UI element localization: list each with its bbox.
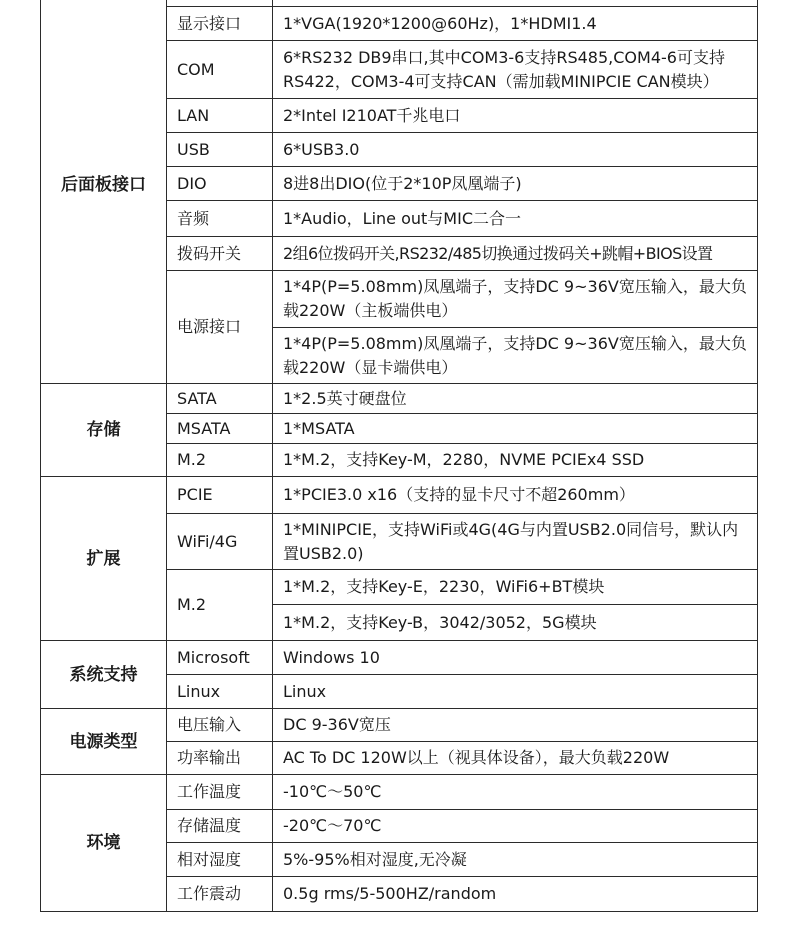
spec-value: 1*M.2，支持Key-E，2230，WiFi6+BT模块: [273, 570, 758, 605]
spec-value: 1*MINIPCIE，支持WiFi或4G(4G与内置USB2.0同信号，默认内置USB2.0): [273, 514, 758, 570]
spec-name-item-0: 工作温度: [167, 775, 273, 810]
spec-name-wifi-4g: WiFi/4G: [167, 514, 273, 570]
section-category: 环境: [41, 775, 167, 912]
spec-value: 1*MSATA: [273, 414, 758, 444]
spec-value: AC To DC 120W以上（视具体设备），最大负载220W: [273, 742, 758, 775]
spec-table-body: [41, 0, 758, 912]
spec-value: 1*PCIE3.0 x16（支持的显卡尺寸不超260mm）: [273, 477, 758, 514]
spec-value: DC 9-36V宽压: [273, 709, 758, 742]
spec-name-dio: DIO: [167, 167, 273, 201]
spec-name-item-3: 工作震动: [167, 877, 273, 912]
section-category: 存储: [41, 384, 167, 477]
spec-name-com: COM: [167, 41, 273, 99]
spec-name-item-1: 存储温度: [167, 810, 273, 843]
spec-value: Linux: [273, 675, 758, 709]
spec-value: 2组6位拨码开关,RS232/485切换通过拨码关+跳帽+BIOS设置: [273, 237, 758, 271]
spec-name-sata: SATA: [167, 384, 273, 414]
spec-name-m-2: M.2: [167, 570, 273, 641]
spec-row: [41, 477, 758, 514]
spec-name-usb: USB: [167, 133, 273, 167]
spec-row: [41, 775, 758, 810]
spec-value: -20℃～70℃: [273, 810, 758, 843]
spec-name-msata: MSATA: [167, 414, 273, 444]
spec-value: 8进8出DIO(位于2*10P凤凰端子): [273, 167, 758, 201]
spec-name-lan: LAN: [167, 99, 273, 133]
spec-value: 1*Audio，Line out与MIC二合一: [273, 201, 758, 237]
spec-value: 1*VGA(1920*1200@60Hz)，1*HDMI1.4: [273, 7, 758, 41]
spec-name-item-1: 显示接口: [167, 7, 273, 41]
spec-value: 6*USB3.0: [273, 133, 758, 167]
spec-value: 1*4P(P=5.08mm)凤凰端子，支持DC 9~36V宽压输入，最大负载220W（主板端供电）: [273, 271, 758, 328]
spec-value: 1*M.2，支持Key-M，2280，NVME PCIEx4 SSD: [273, 444, 758, 477]
section-category: 扩展: [41, 477, 167, 641]
spec-name-item-2: 相对湿度: [167, 843, 273, 877]
spec-name-pcie: PCIE: [167, 477, 273, 514]
spec-row: [41, 641, 758, 675]
spec-name-m-2: M.2: [167, 444, 273, 477]
spec-row: [41, 709, 758, 742]
spec-value: Windows 10: [273, 641, 758, 675]
spec-name-microsoft: Microsoft: [167, 641, 273, 675]
spec-name-item-8: 电源接口: [167, 271, 273, 384]
spec-name-item-7: 拨码开关: [167, 237, 273, 271]
spec-value: 1*M.2，支持Key-B，3042/3052，5G模块: [273, 605, 758, 641]
spec-value: 2*Intel I210AT千兆电口: [273, 99, 758, 133]
spec-row: [41, 384, 758, 414]
spec-table: [40, 0, 758, 912]
spec-value: 0.5g rms/5-500HZ/random: [273, 877, 758, 912]
section-category: 系统支持: [41, 641, 167, 709]
spec-name-item-0: 电压输入: [167, 709, 273, 742]
section-category: 后面板接口: [41, 0, 167, 384]
spec-value: 1*2.5英寸硬盘位: [273, 384, 758, 414]
spec-value: -10℃～50℃: [273, 775, 758, 810]
spec-value: 1*4P(P=5.08mm)凤凰端子，支持DC 9~36V宽压输入，最大负载220W（显卡端供电）: [273, 328, 758, 384]
spec-name-linux: Linux: [167, 675, 273, 709]
spec-name-item-6: 音频: [167, 201, 273, 237]
section-category: 电源类型: [41, 709, 167, 775]
spec-value: 6*RS232 DB9串口,其中COM3-6支持RS485,COM4-6可支持RS422，COM3-4可支持CAN（需加载MINIPCIE CAN模块）: [273, 41, 758, 99]
spec-name-item-1: 功率输出: [167, 742, 273, 775]
spec-value: 5%-95%相对湿度,无冷凝: [273, 843, 758, 877]
